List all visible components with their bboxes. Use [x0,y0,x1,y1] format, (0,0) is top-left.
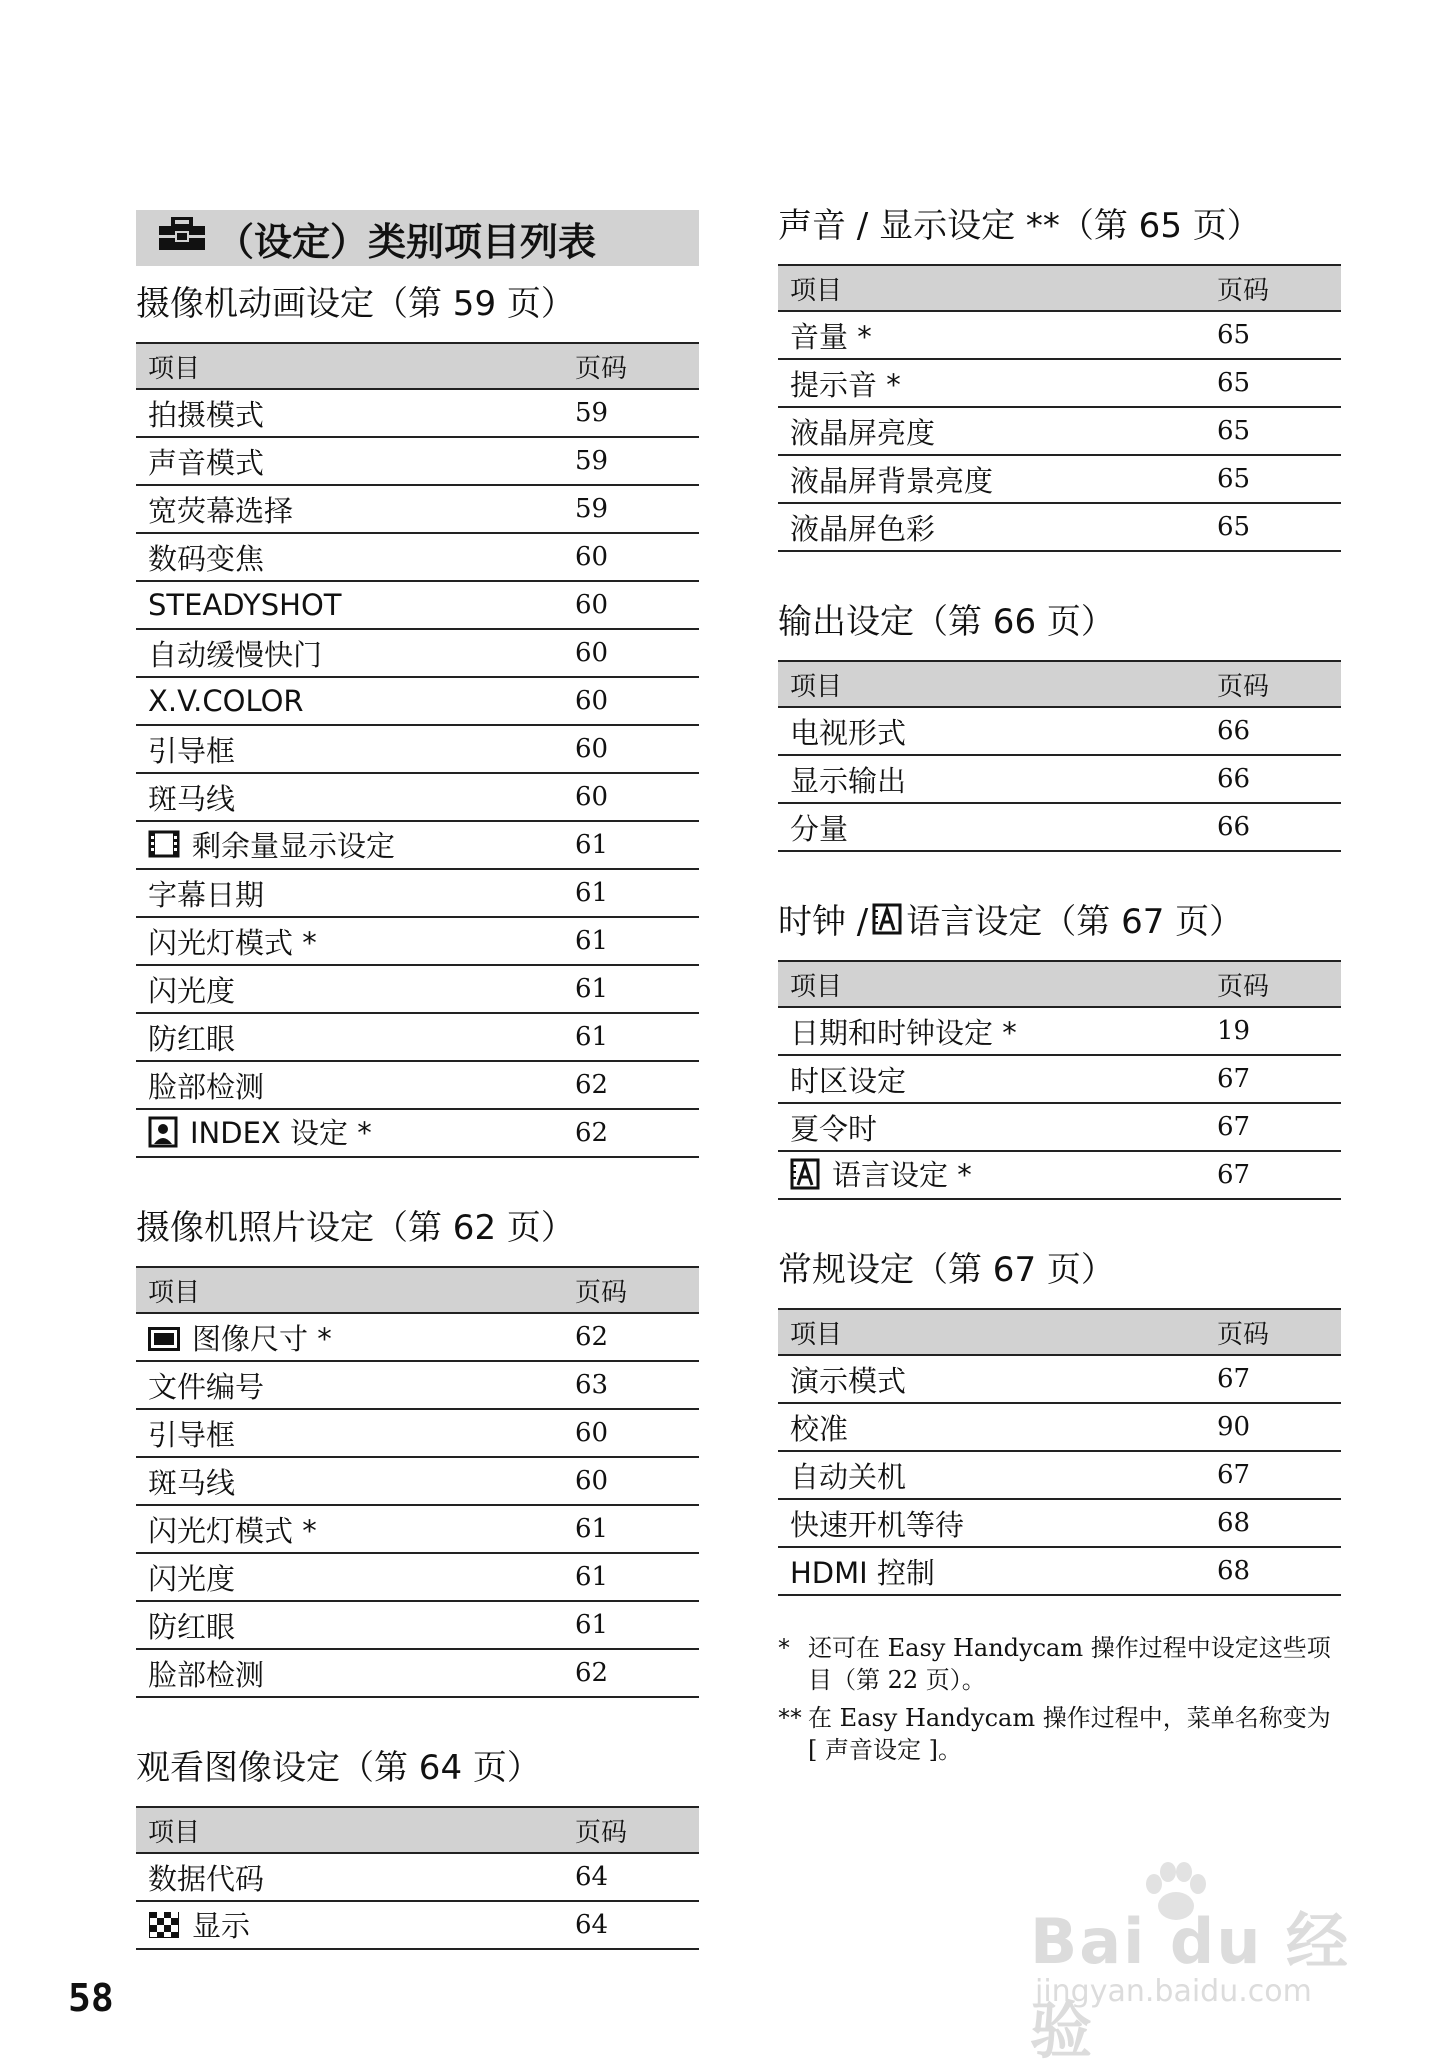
page-cell: 67 [1217,1355,1341,1403]
page-cell: 68 [1217,1547,1341,1595]
settings-table [778,660,1341,852]
table-row [136,389,699,437]
item-label: 剩余量显示设定 [192,828,396,863]
section-title-text: 时钟 / [778,902,869,942]
settings-table [136,342,699,1158]
section-title [136,1742,699,1794]
table-row [136,533,699,581]
item-label: 自动关机 [790,1459,907,1494]
page-column-header: 页码 [575,1267,699,1313]
page-cell: 65 [1217,455,1341,503]
page-cell: 90 [1217,1403,1341,1451]
page-cell: 60 [575,1457,699,1505]
page-column-header: 页码 [1217,961,1341,1007]
table-row [778,707,1341,755]
table-header-row [778,661,1341,707]
section-title [136,278,699,330]
item-cell [778,1499,1217,1547]
page-column-header: 页码 [1217,265,1341,311]
page-cell: 60 [575,773,699,821]
language-icon [790,1158,820,1197]
page-column-header: 页码 [575,343,699,389]
page-cell: 59 [575,437,699,485]
page-cell: 62 [575,1061,699,1109]
settings-table [136,1806,699,1950]
page-cell: 67 [1217,1151,1341,1199]
table-row [778,1355,1341,1403]
item-label: 文件编号 [148,1369,265,1404]
item-column-header: 项目 [778,961,1217,1007]
toolbox-icon [158,216,206,260]
item-label: 液晶屏背景亮度 [790,463,994,498]
page-cell: 61 [575,1013,699,1061]
table-row [136,1649,699,1697]
item-label: 分量 [790,811,849,846]
footnote [778,1702,1341,1766]
item-column-header: 项目 [778,265,1217,311]
section-title [778,596,1341,648]
table-row [778,503,1341,551]
item-label: 图像尺寸 * [192,1321,332,1356]
item-cell [778,755,1217,803]
table-row [778,1103,1341,1151]
table-row [778,1547,1341,1595]
page-cell: 62 [575,1649,699,1697]
item-label: 液晶屏亮度 [790,415,936,450]
item-column-header: 项目 [136,1807,575,1853]
section-title [778,1244,1341,1296]
item-cell [136,485,575,533]
page-cell: 60 [575,677,699,725]
page-cell: 61 [575,965,699,1013]
table-row [136,581,699,629]
table-row [778,359,1341,407]
item-label: STEADYSHOT [148,588,342,622]
image-size-icon [148,1324,180,1358]
page-cell: 64 [575,1901,699,1949]
table-row [136,965,699,1013]
item-label: 校准 [790,1411,849,1446]
table-row [136,1109,699,1157]
item-cell [136,437,575,485]
item-label: 时区设定 [790,1063,907,1098]
table-row [136,677,699,725]
category-banner-title: （设定）类别项目列表 [216,219,597,264]
item-label: 自动缓慢快门 [148,637,323,672]
table-row [136,1553,699,1601]
page-cell: 66 [1217,803,1341,851]
item-label: 显示 [192,1909,251,1944]
page-cell: 61 [575,1601,699,1649]
item-label: 斑马线 [148,1465,236,1500]
item-cell [136,1601,575,1649]
table-row [136,821,699,869]
item-label: 数码变焦 [148,541,265,576]
item-cell [136,1553,575,1601]
item-cell [778,1007,1217,1055]
table-row [778,407,1341,455]
item-cell [136,1109,575,1157]
page-cell: 62 [575,1109,699,1157]
item-label: X.V.COLOR [148,684,304,718]
footnotes [778,1632,1341,1766]
section-title-text: 输出设定（第 66 页） [778,602,1115,642]
table-row [136,869,699,917]
table-row [136,917,699,965]
item-label: 拍摄模式 [148,397,265,432]
item-cell [136,629,575,677]
page-cell: 61 [575,869,699,917]
item-cell [778,1151,1217,1199]
page-cell: 67 [1217,1055,1341,1103]
page-cell: 65 [1217,407,1341,455]
page-cell: 60 [575,629,699,677]
item-cell [136,1901,575,1949]
page-number: 58 [68,1976,114,2020]
item-cell [778,1547,1217,1595]
item-cell [778,1103,1217,1151]
table-header-row [778,1309,1341,1355]
section-title [778,896,1341,948]
page-cell: 60 [575,1409,699,1457]
page-cell: 67 [1217,1103,1341,1151]
table-row [136,437,699,485]
page-column-header: 页码 [1217,1309,1341,1355]
item-cell [136,581,575,629]
item-label: 数据代码 [148,1861,265,1896]
section-title-text: 摄像机照片设定（第 62 页） [136,1208,575,1248]
item-label: HDMI 控制 [790,1555,935,1590]
item-cell [136,677,575,725]
table-header-row [778,265,1341,311]
item-label: 脸部检测 [148,1657,265,1692]
footnote [778,1632,1341,1696]
section-title-text: 摄像机动画设定（第 59 页） [136,284,575,324]
item-cell [778,407,1217,455]
item-cell [136,725,575,773]
item-cell [136,869,575,917]
item-column-header: 项目 [778,661,1217,707]
item-label: 引导框 [148,1417,236,1452]
item-label: 闪光度 [148,1561,236,1596]
table-row [136,1505,699,1553]
left-column [136,210,699,1994]
item-cell [136,533,575,581]
section-title-text: 声音 / 显示设定 **（第 65 页） [778,206,1261,246]
item-label: 闪光灯模式 * [148,1513,317,1548]
item-cell [136,1013,575,1061]
table-row [136,1013,699,1061]
item-cell [136,1649,575,1697]
item-label: 夏令时 [790,1111,878,1146]
table-row [778,803,1341,851]
item-cell [136,1361,575,1409]
item-label: 宽荧幕选择 [148,493,294,528]
page-cell: 60 [575,725,699,773]
page-cell: 67 [1217,1451,1341,1499]
table-row [136,485,699,533]
table-row [778,755,1341,803]
item-cell [136,1061,575,1109]
page-column-header: 页码 [575,1807,699,1853]
table-header-row [136,1267,699,1313]
right-sections [778,200,1341,1596]
item-column-header: 项目 [136,343,575,389]
table-row [136,1409,699,1457]
item-cell [778,1055,1217,1103]
table-row [778,1403,1341,1451]
item-cell [778,455,1217,503]
item-label: 引导框 [148,733,236,768]
page-cell: 19 [1217,1007,1341,1055]
page-cell: 63 [575,1361,699,1409]
table-row [778,311,1341,359]
item-cell [136,965,575,1013]
item-cell [136,389,575,437]
item-label: 声音模式 [148,445,265,480]
right-column [778,200,1341,1772]
page-column-header: 页码 [1217,661,1341,707]
item-cell [778,1451,1217,1499]
table-row [778,1007,1341,1055]
settings-table [136,1266,699,1698]
item-label: 显示输出 [790,763,907,798]
item-cell [136,1409,575,1457]
table-row [136,1313,699,1361]
page-cell: 60 [575,581,699,629]
checker-display-icon [148,1911,180,1946]
page-cell: 59 [575,485,699,533]
table-row [136,725,699,773]
table-row [136,1361,699,1409]
item-label: INDEX 设定 * [190,1116,372,1151]
item-label: 电视形式 [790,715,907,750]
item-column-header: 项目 [136,1267,575,1313]
table-header-row [136,343,699,389]
footnote-mark: * [778,1634,790,1662]
item-label: 脸部检测 [148,1069,265,1104]
page-cell: 66 [1217,707,1341,755]
item-label: 快速开机等待 [790,1507,965,1542]
item-cell [778,1403,1217,1451]
item-label: 液晶屏色彩 [790,511,936,546]
settings-table [778,1308,1341,1596]
item-label: 斑马线 [148,781,236,816]
table-row [136,629,699,677]
table-header-row [778,961,1341,1007]
page-cell: 65 [1217,503,1341,551]
left-sections [136,278,699,1950]
page-cell: 62 [575,1313,699,1361]
item-label: 语言设定 * [832,1158,972,1193]
table-row [778,1055,1341,1103]
item-cell [136,1505,575,1553]
table-row [136,1853,699,1901]
item-label: 日期和时钟设定 * [790,1015,1017,1050]
item-label: 闪光灯模式 * [148,925,317,960]
table-row [778,455,1341,503]
page-cell: 64 [575,1853,699,1901]
table-row [136,1061,699,1109]
table-row [136,1601,699,1649]
item-label: 音量 * [790,319,872,354]
item-cell [136,917,575,965]
item-cell [136,1313,575,1361]
table-row [778,1499,1341,1547]
settings-table [778,960,1341,1200]
page-cell: 65 [1217,311,1341,359]
item-cell [778,503,1217,551]
section-title-text: 常规设定（第 67 页） [778,1250,1115,1290]
item-cell [136,773,575,821]
page-cell: 60 [575,533,699,581]
watermark-url: jingyan.baidu.com [1035,1974,1312,2009]
item-column-header: 项目 [778,1309,1217,1355]
baidu-watermark [1030,1862,1380,2067]
table-row [136,1457,699,1505]
film-remaining-icon [148,829,180,866]
section-title-text: 观看图像设定（第 64 页） [136,1748,541,1788]
item-label: 闪光度 [148,973,236,1008]
item-cell [778,803,1217,851]
page-cell: 68 [1217,1499,1341,1547]
page-cell: 61 [575,1505,699,1553]
footnote-mark: ** [778,1704,802,1732]
item-label: 防红眼 [148,1609,236,1644]
section-title [778,200,1341,252]
item-cell [778,1355,1217,1403]
item-cell [778,707,1217,755]
section-title-text-after: 语言设定（第 67 页） [906,902,1244,942]
table-row [136,1901,699,1949]
page-cell: 59 [575,389,699,437]
language-icon [872,898,902,950]
table-header-row [136,1807,699,1853]
item-label: 防红眼 [148,1021,236,1056]
footnote-text: 在 Easy Handycam 操作过程中，菜单名称变为 [ 声音设定 ]。 [808,1704,1331,1764]
table-row [778,1151,1341,1199]
item-label: 字幕日期 [148,877,265,912]
watermark-brand: Bai du 经验 [1030,1905,1351,2067]
item-cell [136,821,575,869]
footnote-text: 还可在 Easy Handycam 操作过程中设定这些项目（第 22 页）。 [808,1634,1331,1694]
page-cell: 61 [575,1553,699,1601]
item-cell [778,311,1217,359]
item-label: 演示模式 [790,1363,907,1398]
item-cell [136,1853,575,1901]
table-row [136,773,699,821]
page-cell: 61 [575,917,699,965]
category-banner [136,210,699,266]
face-index-icon [148,1116,178,1155]
page-cell: 61 [575,821,699,869]
item-cell [136,1457,575,1505]
page-cell: 65 [1217,359,1341,407]
section-title [136,1202,699,1254]
settings-table [778,264,1341,552]
page-cell: 66 [1217,755,1341,803]
item-label: 提示音 * [790,367,901,402]
item-cell [778,359,1217,407]
table-row [778,1451,1341,1499]
